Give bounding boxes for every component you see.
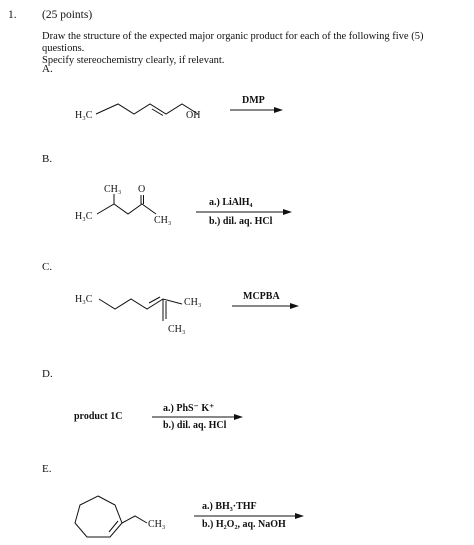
part-c-letter: C.: [42, 261, 53, 273]
part-b-ch3-right-label: CH₃: [154, 215, 172, 226]
part-d-reagent-a: a.) PhS⁻ K⁺: [163, 403, 215, 414]
part-a-letter: A.: [42, 63, 53, 75]
part-b-h3c-label: H₃C: [75, 211, 93, 222]
question-number: 1.: [8, 9, 17, 21]
part-e-ch3-label: CH₃: [148, 519, 166, 530]
part-c-reagent: MCPBA: [243, 291, 280, 302]
part-b-reagent-a: a.) LiAlH₄: [209, 197, 253, 208]
instructions-line-2: Specify stereochemistry clearly, if relevant.: [42, 55, 225, 66]
part-d-letter: D.: [42, 368, 53, 380]
question-points: (25 points): [42, 9, 93, 21]
instructions-line-1: Draw the structure of the expected major organic product for each of the following five (5) questions.: [42, 31, 424, 54]
part-a-oh-label: OH: [186, 110, 201, 121]
part-a-reagent: DMP: [242, 95, 265, 106]
part-c-ch3-right-label: CH₃: [184, 297, 202, 308]
part-a-h3c-label: H₃C: [75, 110, 93, 121]
part-d-starting-material: product 1C: [74, 411, 123, 422]
part-e-letter: E.: [42, 463, 52, 475]
part-e-reagent-b: b.) H₂O₂, aq. NaOH: [202, 519, 286, 530]
part-b-reagent-b: b.) dil. aq. HCl: [209, 216, 273, 227]
part-c-h3c-label: H₃C: [75, 294, 93, 305]
part-b-oxygen-label: O: [138, 184, 146, 195]
part-b-letter: B.: [42, 153, 53, 165]
part-b-ch3-top-label: CH₃: [104, 184, 122, 195]
part-c-ch3-bottom-label: CH₃: [168, 324, 186, 335]
part-e-reagent-a: a.) BH₃·THF: [202, 501, 257, 512]
part-d-reagent-b: b.) dil. aq. HCl: [163, 420, 227, 431]
